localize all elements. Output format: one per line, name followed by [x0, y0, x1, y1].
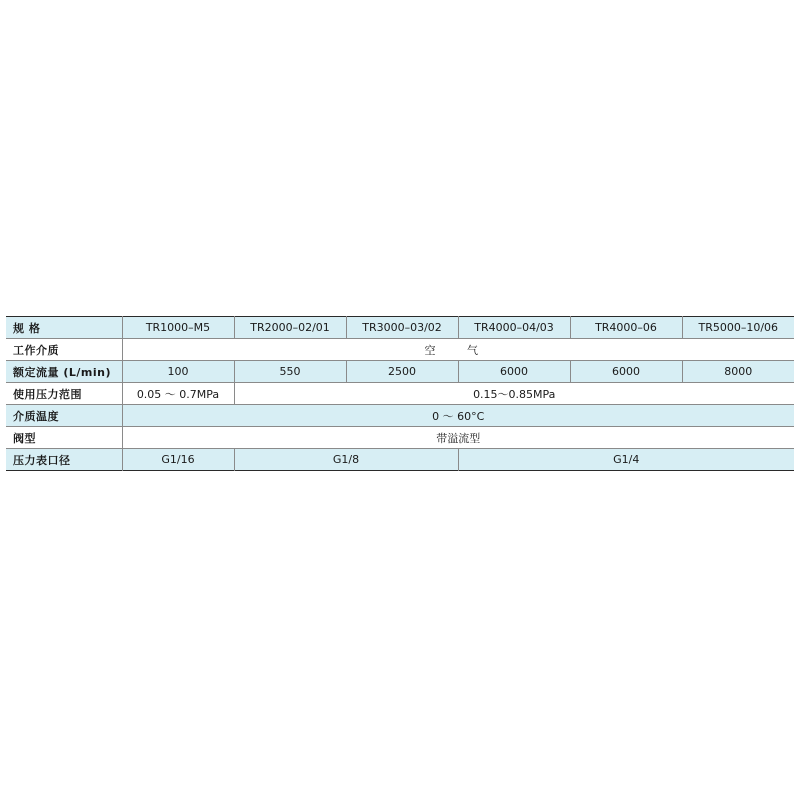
temperature-row	[6, 405, 794, 427]
medium-row	[6, 339, 794, 361]
gauge-label: 压力表口径	[6, 449, 122, 471]
gauge-value: G1/4	[458, 449, 794, 471]
model-cell: TR2000–02/01	[234, 317, 346, 339]
flow-value: 8000	[682, 361, 794, 383]
valve-label: 阀型	[6, 427, 122, 449]
valve-row	[6, 427, 794, 449]
gauge-row	[6, 449, 794, 471]
flow-value: 2500	[346, 361, 458, 383]
temperature-value: 0 ～ 60°C	[122, 405, 794, 427]
model-cell: TR4000–04/03	[458, 317, 570, 339]
temperature-label: 介质温度	[6, 405, 122, 427]
model-cell: TR5000–10/06	[682, 317, 794, 339]
flow-value: 6000	[570, 361, 682, 383]
model-cell: TR3000–03/02	[346, 317, 458, 339]
pressure-label: 使用压力范围	[6, 383, 122, 405]
flow-label: 额定流量 (L/min)	[6, 361, 122, 383]
medium-value: 空 气	[122, 339, 794, 361]
valve-value: 带溢流型	[122, 427, 794, 449]
pressure-value: 0.05 ～ 0.7MPa	[122, 383, 234, 405]
spec-table	[6, 316, 794, 471]
model-cell: TR4000–06	[570, 317, 682, 339]
flow-value: 550	[234, 361, 346, 383]
header-row	[6, 317, 794, 339]
gauge-value: G1/16	[122, 449, 234, 471]
gauge-value: G1/8	[234, 449, 458, 471]
flow-value: 100	[122, 361, 234, 383]
flow-value: 6000	[458, 361, 570, 383]
pressure-value: 0.15～0.85MPa	[234, 383, 794, 405]
model-cell: TR1000–M5	[122, 317, 234, 339]
medium-label: 工作介质	[6, 339, 122, 361]
flow-row	[6, 361, 794, 383]
pressure-row	[6, 383, 794, 405]
spec-label: 规 格	[6, 317, 122, 339]
